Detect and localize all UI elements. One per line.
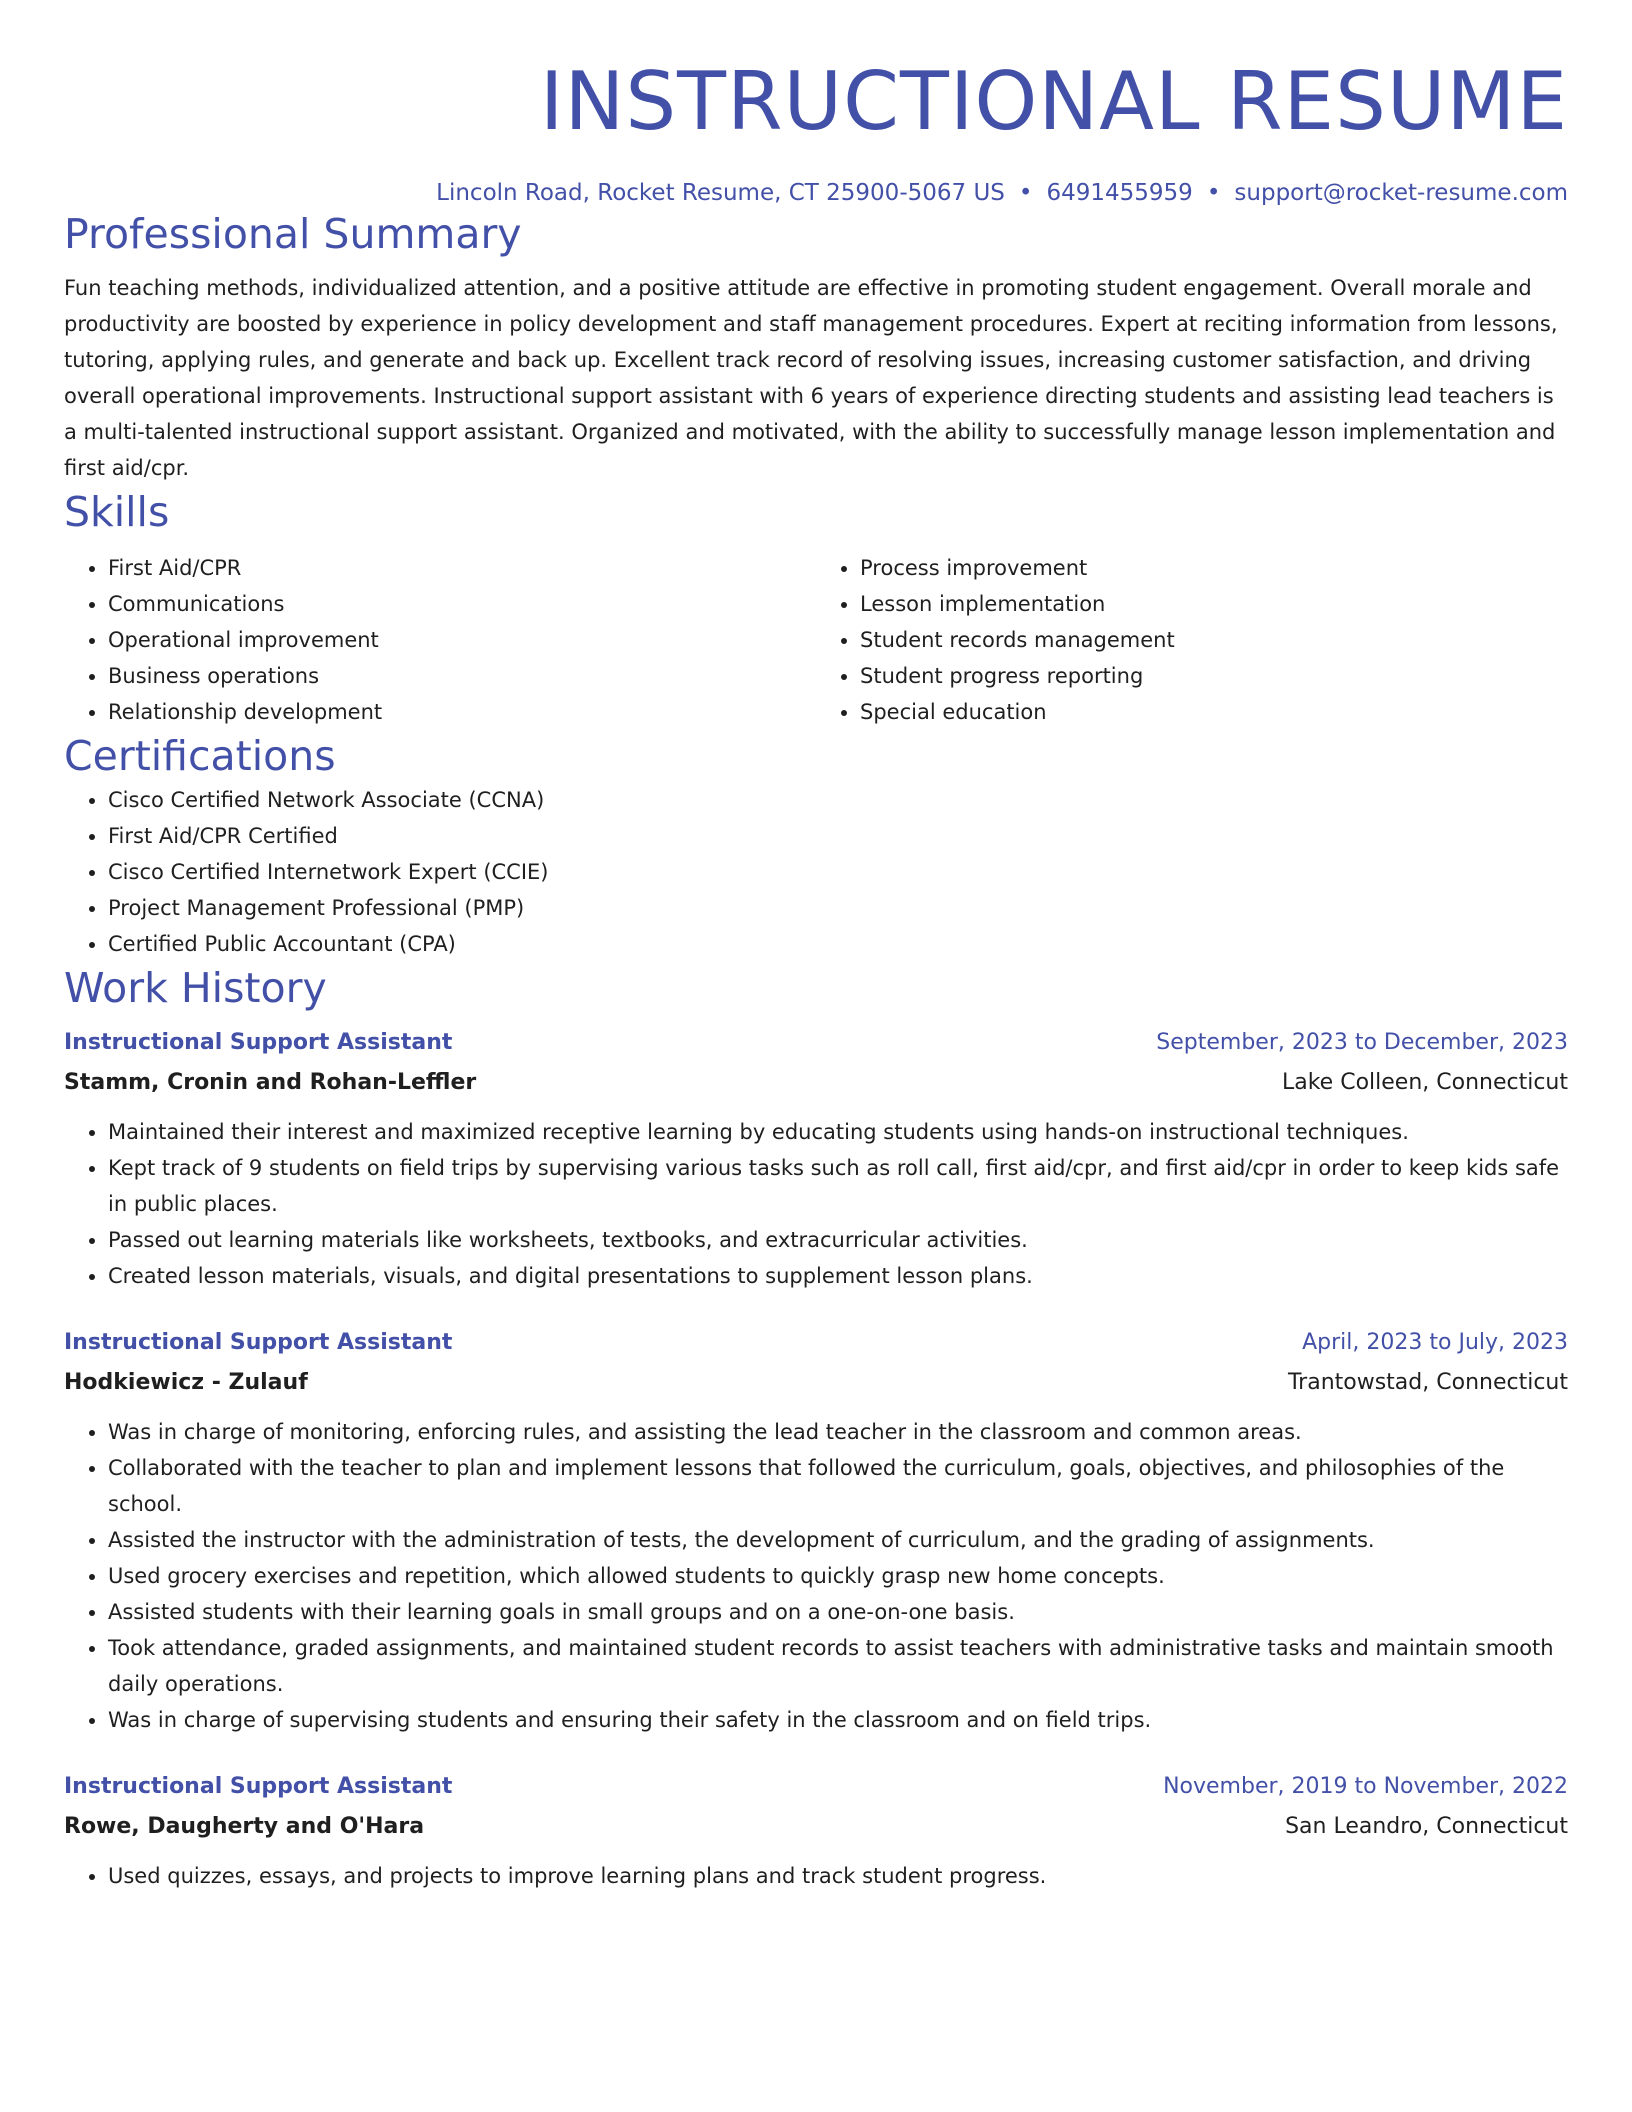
resume-page (64, 0, 1568, 1894)
job-bullets (64, 1114, 1568, 1294)
job-entry (64, 1772, 1568, 1894)
company-name: Hodkiewicz - Zulauf (64, 1370, 308, 1395)
skill-item: • Relationship development (108, 694, 816, 730)
job-bullet: • Was in charge of supervising students and ensuring their safety in the classroom and on field trips. (108, 1702, 1568, 1738)
skill-item: • Operational improvement (108, 622, 816, 658)
certifications-list (64, 782, 1568, 962)
job-entry (64, 1328, 1568, 1738)
certification-item: • Certified Public Accountant (CPA) (108, 926, 1568, 962)
job-bullet: • Passed out learning materials like worksheets, textbooks, and extracurricular activities. (108, 1222, 1568, 1258)
summary-text: Fun teaching methods, individualized attention, and a positive attitude are effective in promoting student engagement. Overall morale and productivity are boosted by experience in policy development and staff management procedures. Expert at reciting information from lessons, tutoring, applying rules, and generate and back up. Excellent track record of resolving issues, increasing customer satisfaction, and driving overall operational improvements. Instructional support assistant with 6 years of experience directing students and assisting lead teachers is a multi-talented instructional support assistant. Organized and motivated, with the ability to successfully manage lesson implementation and first aid/cpr. (64, 276, 1558, 480)
certification-item: • Cisco Certified Network Associate (CCNA) (108, 782, 1568, 818)
skills-heading: Skills (64, 488, 170, 536)
email-link[interactable]: support@rocket-resume.com (1234, 180, 1568, 206)
job-title: Instructional Support Assistant (64, 1030, 453, 1055)
job-bullet: • Assisted students with their learning goals in small groups and on a one-on-one basis. (108, 1594, 1568, 1630)
skills-list-right (816, 550, 1568, 730)
job-bullet: • Kept track of 9 students on field trips by supervising various tasks such as roll call, first aid/cpr, and first aid/cpr in order to keep kids safe in public places. (108, 1150, 1568, 1222)
job-bullet: • Maintained their interest and maximized receptive learning by educating students using hands-on instructional techniques. (108, 1114, 1568, 1150)
certification-item: • Cisco Certified Internetwork Expert (CCIE) (108, 854, 1568, 890)
job-title: Instructional Support Assistant (64, 1774, 453, 1799)
job-location: Lake Colleen, Connecticut (1281, 1070, 1568, 1095)
job-bullet: • Collaborated with the teacher to plan and implement lessons that followed the curriculum, goals, objectives, and philosophies of the school. (108, 1450, 1568, 1522)
job-bullet: • Was in charge of monitoring, enforcing rules, and assisting the lead teacher in the classroom and common areas. (108, 1414, 1568, 1450)
job-dates: April, 2023 to July, 2023 (1302, 1330, 1568, 1355)
resume-title: INSTRUCTIONAL RESUME (539, 55, 1568, 148)
skills-list-left (64, 550, 816, 730)
job-entry (64, 1028, 1568, 1294)
contact-line (64, 178, 1568, 208)
job-bullet: • Used quizzes, essays, and projects to improve learning plans and track student progress. (108, 1858, 1568, 1894)
certifications-heading: Certifications (64, 732, 336, 780)
work-history-heading: Work History (64, 964, 327, 1012)
job-dates: September, 2023 to December, 2023 (1156, 1030, 1568, 1055)
job-bullets (64, 1858, 1568, 1894)
skill-item: • Business operations (108, 658, 816, 694)
job-bullet: • Took attendance, graded assignments, and maintained student records to assist teachers with administrative tasks and maintain smooth daily operations. (108, 1630, 1568, 1702)
skill-item: • Communications (108, 586, 816, 622)
certification-item: • Project Management Professional (PMP) (108, 890, 1568, 926)
company-name: Stamm, Cronin and Rohan-Leffler (64, 1070, 477, 1095)
job-bullet: • Created lesson materials, visuals, and digital presentations to supplement lesson plans. (108, 1258, 1568, 1294)
job-bullets (64, 1414, 1568, 1738)
company-name: Rowe, Daugherty and O'Hara (64, 1814, 425, 1839)
job-location: Trantowstad, Connecticut (1287, 1370, 1568, 1395)
summary-heading: Professional Summary (64, 210, 522, 258)
skills-columns (64, 550, 1568, 730)
skill-item: • First Aid/CPR (108, 550, 816, 586)
separator-dot: • (1018, 180, 1033, 206)
certification-item: • First Aid/CPR Certified (108, 818, 1568, 854)
job-location: San Leandro, Connecticut (1285, 1814, 1568, 1839)
skill-item: • Special education (860, 694, 1568, 730)
phone: 6491455959 (1046, 180, 1193, 206)
job-bullet: • Used grocery exercises and repetition, which allowed students to quickly grasp new home concepts. (108, 1558, 1568, 1594)
job-dates: November, 2019 to November, 2022 (1163, 1774, 1568, 1799)
job-bullet: • Assisted the instructor with the administration of tests, the development of curriculum, and the grading of assignments. (108, 1522, 1568, 1558)
skill-item: • Lesson implementation (860, 586, 1568, 622)
skill-item: • Student progress reporting (860, 658, 1568, 694)
address: Lincoln Road, Rocket Resume, CT 25900-5067 US (436, 180, 1005, 206)
job-title: Instructional Support Assistant (64, 1330, 453, 1355)
skill-item: • Student records management (860, 622, 1568, 658)
separator-dot: • (1206, 180, 1221, 206)
skill-item: • Process improvement (860, 550, 1568, 586)
